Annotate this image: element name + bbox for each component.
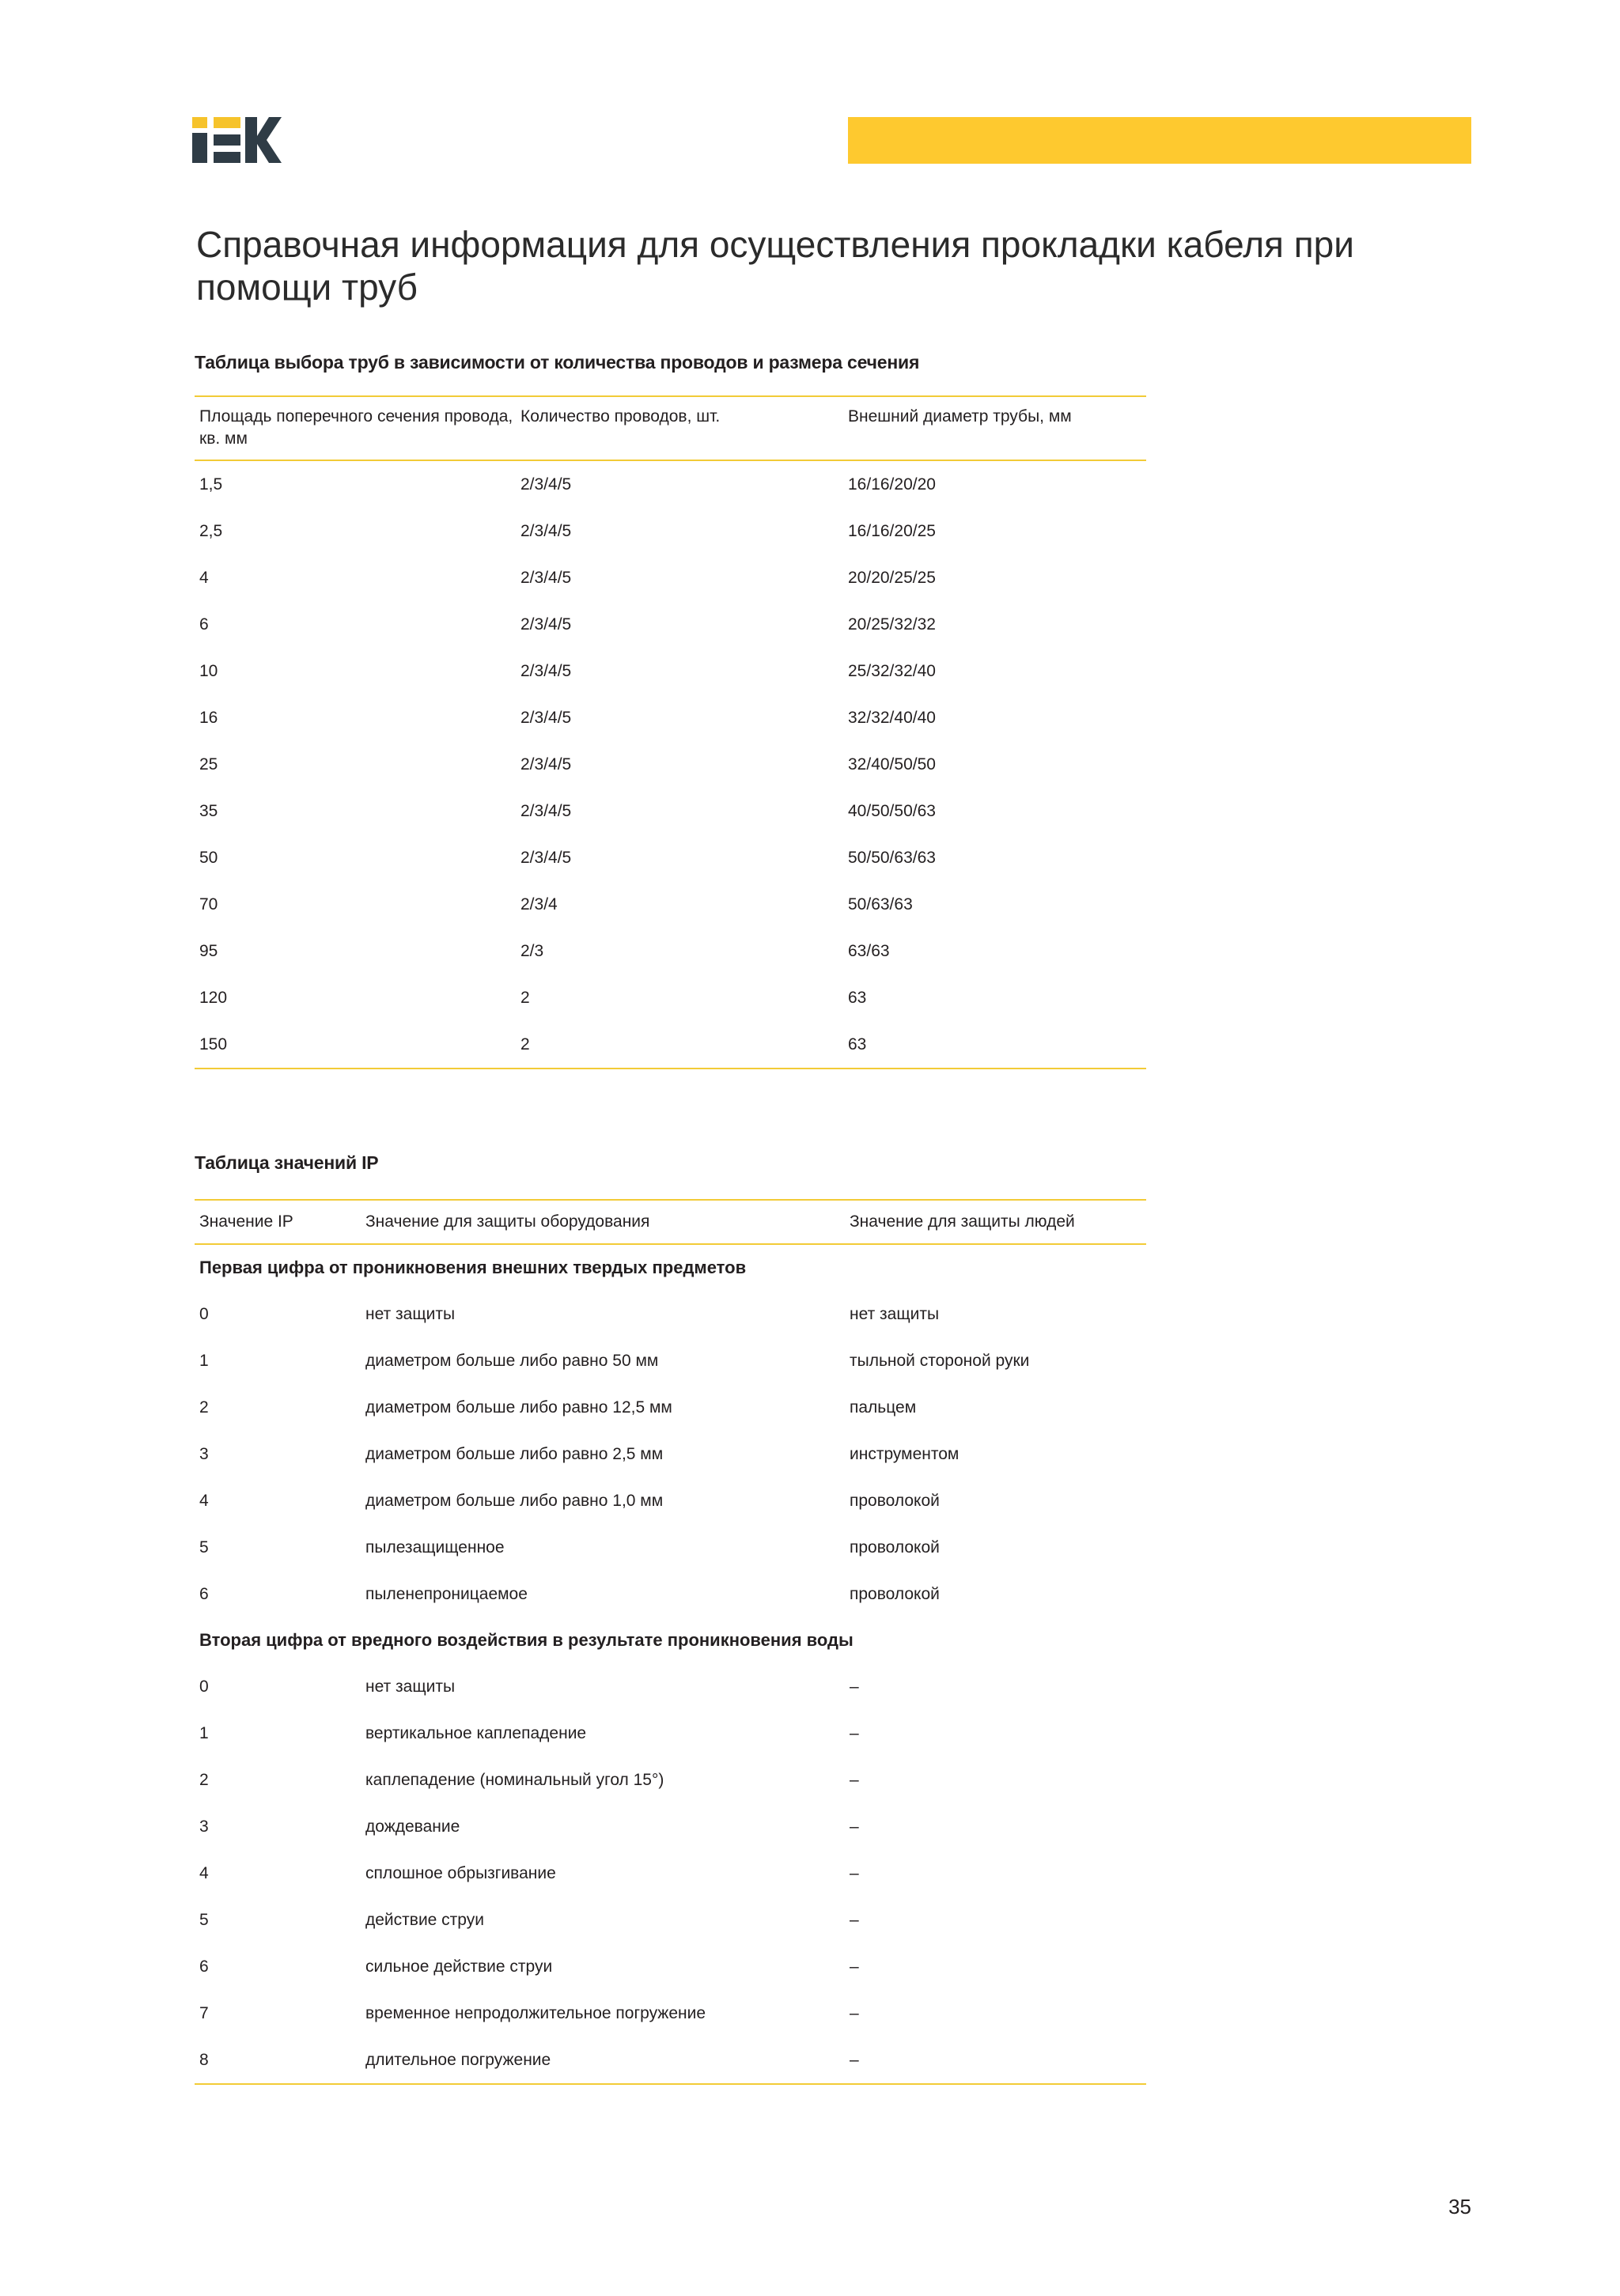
table-cell: 5 <box>199 1538 209 1557</box>
table-cell: 20/25/32/32 <box>848 615 936 634</box>
table-cell: нет защиты <box>365 1677 456 1696</box>
column-header: Площадь поперечного сечения провода, кв. мм <box>195 396 516 460</box>
table-cell: 2/3/4/5 <box>520 661 572 680</box>
table-section-row <box>195 1244 1146 1291</box>
table-cell: 2/3/4/5 <box>520 568 572 587</box>
table-cell: – <box>845 2037 1146 2084</box>
table-row <box>195 1663 1146 1710</box>
table-row <box>195 1850 1146 1897</box>
table-cell: 2 <box>199 1398 209 1417</box>
table-cell: 50/63/63 <box>848 895 913 913</box>
table-cell: 32/40/50/50 <box>848 755 936 774</box>
table-cell: 35 <box>199 801 218 820</box>
table-cell: сплошное обрызгивание <box>365 1863 556 1882</box>
table-cell: 6 <box>199 1584 209 1603</box>
table-cell: 7 <box>199 2003 209 2022</box>
table-cell: пыленепроницаемое <box>365 1584 528 1603</box>
table-cell: 5 <box>199 1910 209 1929</box>
table-row <box>195 881 1146 928</box>
table-cell: 63/63 <box>848 941 890 960</box>
page-number: 35 <box>1448 2195 1471 2218</box>
table-cell: 3 <box>199 1444 209 1463</box>
table-cell: 2 <box>520 988 530 1007</box>
table-cell: 2 <box>199 1770 209 1789</box>
table-cell: каплепадение (номинальный угол 15°) <box>365 1770 664 1789</box>
table-cell: 32/32/40/40 <box>848 708 936 727</box>
table-cell: 4 <box>199 1863 209 1882</box>
table-cell: 0 <box>199 1677 209 1696</box>
table-cell: диаметром больше либо равно 2,5 мм <box>365 1444 664 1463</box>
table-cell: – <box>850 1817 859 1836</box>
table-cell: 2/3/4/5 <box>520 848 572 867</box>
table-cell: 2/3/4/5 <box>520 708 572 727</box>
table-row <box>195 1431 1146 1477</box>
iek-logo <box>192 117 284 163</box>
table-cell: проволокой <box>850 1491 940 1510</box>
table-cell: – <box>850 1723 859 1742</box>
table-cell: 2/3/4/5 <box>520 521 572 540</box>
table-row <box>195 648 1146 694</box>
table-row <box>195 1021 1146 1069</box>
table-row <box>195 1337 1146 1384</box>
table-row <box>195 1757 1146 1803</box>
table-row <box>195 1803 1146 1850</box>
table-row <box>195 508 1146 554</box>
table-cell: 16 <box>199 708 218 727</box>
table-cell: 8 <box>195 2037 361 2084</box>
table-cell: временное непродолжительное погружение <box>365 2003 706 2022</box>
table-row <box>195 1524 1146 1571</box>
table-cell: 6 <box>199 615 209 634</box>
table-cell: 70 <box>199 895 218 913</box>
table-cell: 20/20/25/25 <box>848 568 936 587</box>
table-cell: 3 <box>199 1817 209 1836</box>
table-cell: 6 <box>199 1957 209 1976</box>
table-row <box>195 2037 1146 2084</box>
table-row <box>195 788 1146 834</box>
table-cell: вертикальное каплепадение <box>365 1723 587 1742</box>
table-row <box>195 928 1146 974</box>
table-row <box>195 1291 1146 1337</box>
table-section-row <box>195 1617 1146 1663</box>
table-cell: проволокой <box>850 1538 940 1557</box>
table-cell: 95 <box>199 941 218 960</box>
table-row <box>195 741 1146 788</box>
table-cell: пальцем <box>850 1398 917 1417</box>
table-row <box>195 974 1146 1021</box>
pipe-selection-table <box>195 395 1146 1069</box>
column-header: Количество проводов, шт. <box>516 396 843 460</box>
table-row <box>195 1897 1146 1943</box>
table-row <box>195 1477 1146 1524</box>
table-cell: длительное погружение <box>361 2037 845 2084</box>
column-header: Внешний диаметр трубы, мм <box>843 396 1146 460</box>
table-cell: пылезащищенное <box>365 1538 505 1557</box>
table-row <box>195 1571 1146 1617</box>
table-cell: 150 <box>195 1021 516 1069</box>
table-cell: 63 <box>843 1021 1146 1069</box>
column-header: Значение для защиты людей <box>845 1200 1146 1244</box>
table-cell: дождевание <box>365 1817 460 1836</box>
table-cell: – <box>850 1863 859 1882</box>
table-header-row <box>195 396 1146 460</box>
table-row <box>195 694 1146 741</box>
table-row <box>195 1990 1146 2037</box>
table-cell: 4 <box>199 568 209 587</box>
table-cell: 2/3/4/5 <box>520 755 572 774</box>
table-cell: 2/3/4/5 <box>520 615 572 634</box>
table-cell: 50 <box>199 848 218 867</box>
table-cell: проволокой <box>850 1584 940 1603</box>
pipe-table-title: Таблица выбора труб в зависимости от количества проводов и размера сечения <box>195 352 920 373</box>
table-cell: – <box>850 2003 859 2022</box>
table-cell: 40/50/50/63 <box>848 801 936 820</box>
table-cell: диаметром больше либо равно 1,0 мм <box>365 1491 664 1510</box>
table-cell: 63 <box>848 988 867 1007</box>
table-cell: действие струи <box>365 1910 484 1929</box>
section-heading: Вторая цифра от вредного воздействия в результате проникновения воды <box>199 1630 854 1650</box>
table-cell: диаметром больше либо равно 12,5 мм <box>365 1398 672 1417</box>
table-cell: – <box>850 1677 859 1696</box>
table-cell: 120 <box>199 988 228 1007</box>
table-cell: 2 <box>516 1021 843 1069</box>
table-cell: 25 <box>199 755 218 774</box>
column-header: Значение для защиты оборудования <box>361 1200 845 1244</box>
table-cell: 2/3/4 <box>520 895 558 913</box>
table-cell: – <box>850 1770 859 1789</box>
table-cell: – <box>850 1957 859 1976</box>
table-row <box>195 460 1146 508</box>
table-cell: 16/16/20/25 <box>848 521 936 540</box>
table-row <box>195 834 1146 881</box>
table-cell: 1,5 <box>199 475 223 494</box>
table-row <box>195 554 1146 601</box>
table-cell: – <box>850 1910 859 1929</box>
logo-letter-k <box>245 117 282 163</box>
table-cell: 25/32/32/40 <box>848 661 936 680</box>
table-cell: нет защиты <box>365 1304 456 1323</box>
table-cell: диаметром больше либо равно 50 мм <box>365 1351 659 1370</box>
table-cell: тыльной стороной руки <box>850 1351 1030 1370</box>
table-cell: 10 <box>199 661 218 680</box>
table-cell: 2/3 <box>520 941 544 960</box>
table-cell: 2/3/4/5 <box>520 475 572 494</box>
page-title: Справочная информация для осуществления прокладки кабеля при помощи труб <box>196 224 1354 308</box>
logo-letter-e <box>214 117 240 163</box>
table-cell: 50/50/63/63 <box>848 848 936 867</box>
table-cell: 1 <box>199 1351 209 1370</box>
table-row <box>195 1943 1146 1990</box>
ip-values-table <box>195 1199 1146 2085</box>
table-cell: 2,5 <box>199 521 223 540</box>
ip-table-title: Таблица значений IP <box>195 1152 379 1173</box>
table-cell: 16/16/20/20 <box>848 475 936 494</box>
table-cell: инструментом <box>850 1444 960 1463</box>
table-cell: 4 <box>199 1491 209 1510</box>
table-header-row <box>195 1200 1146 1244</box>
table-row <box>195 1384 1146 1431</box>
logo-letter-i <box>192 117 207 163</box>
column-header: Значение IP <box>195 1200 361 1244</box>
header-accent-bar <box>848 117 1471 164</box>
section-heading: Первая цифра от проникновения внешних твердых предметов <box>199 1258 747 1277</box>
table-cell: 1 <box>199 1723 209 1742</box>
table-cell: нет защиты <box>850 1304 940 1323</box>
table-cell: 2/3/4/5 <box>520 801 572 820</box>
table-row <box>195 601 1146 648</box>
table-row <box>195 1710 1146 1757</box>
table-cell: 0 <box>199 1304 209 1323</box>
table-cell: сильное действие струи <box>365 1957 553 1976</box>
